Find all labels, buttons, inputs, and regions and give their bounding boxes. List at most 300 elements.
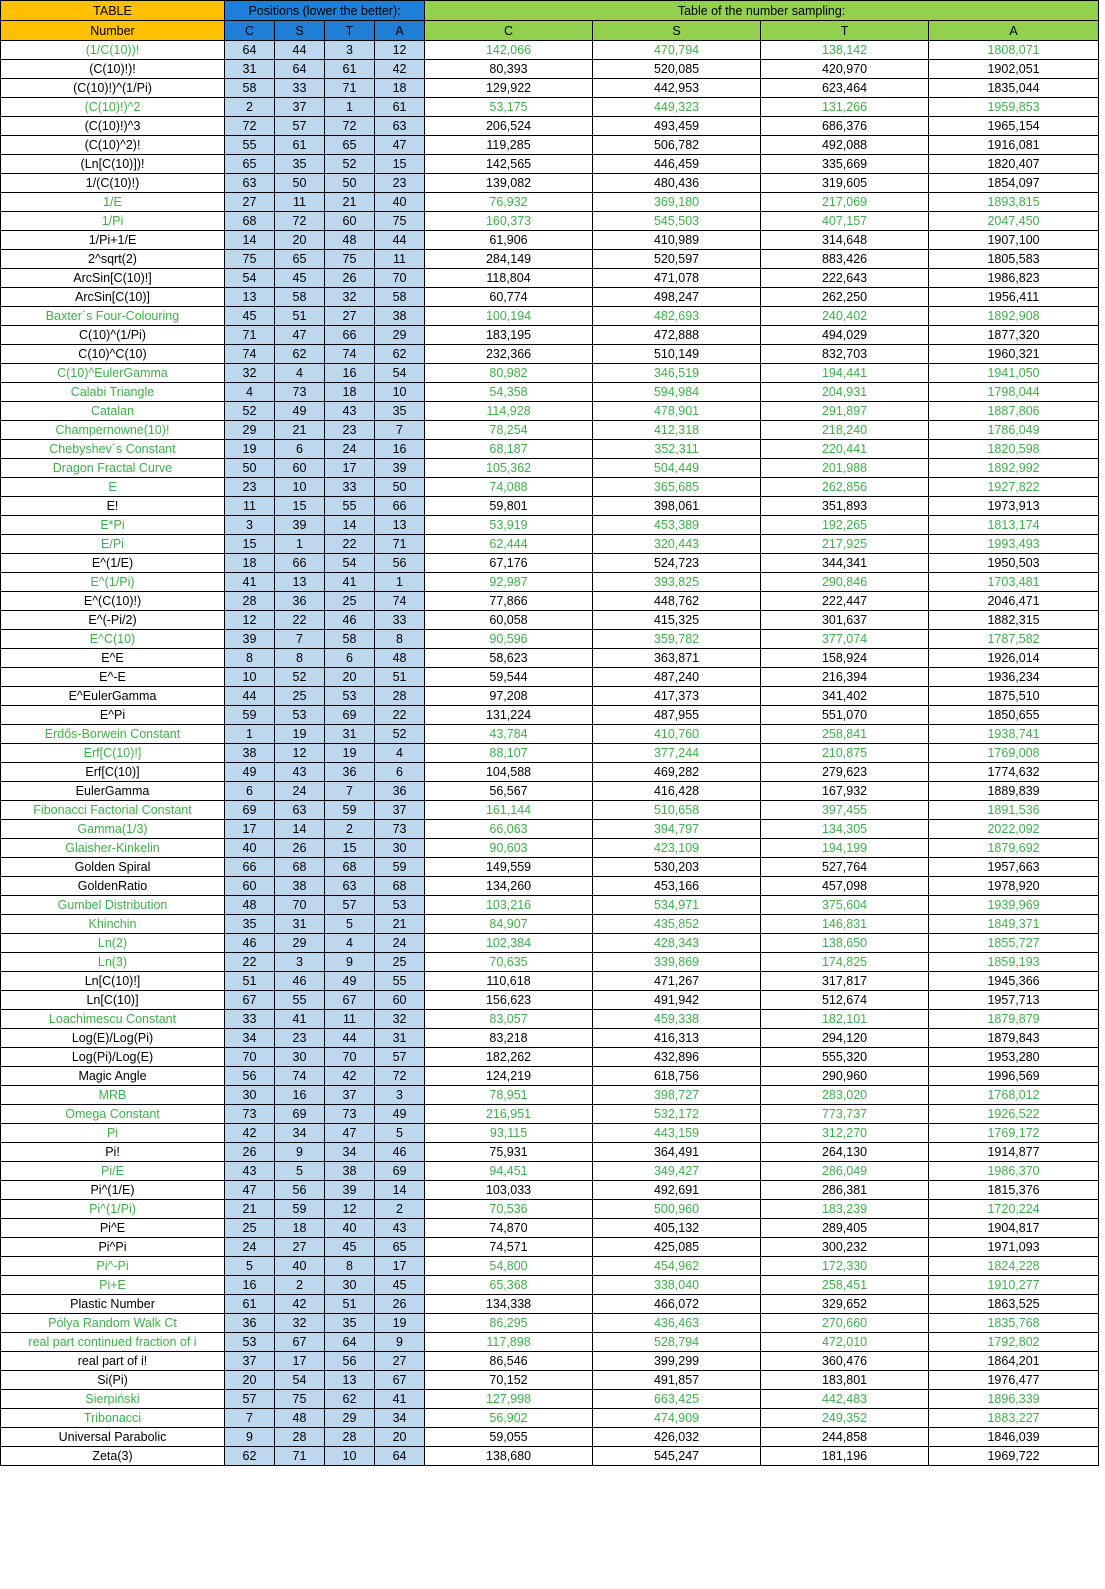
sampling-value-cell: 286,381 [761,1181,929,1200]
position-cell: 12 [275,744,325,763]
sampling-value-cell: 351,893 [761,497,929,516]
sampling-value-cell: 1941,050 [929,364,1099,383]
table-row [1,1200,1099,1219]
position-cell: 39 [325,1181,375,1200]
position-cell: 14 [275,820,325,839]
position-cell: 53 [375,896,425,915]
number-name-cell: Zeta(3) [1,1447,225,1466]
position-cell: 45 [325,1238,375,1257]
position-cell: 18 [275,1219,325,1238]
position-cell: 30 [225,1086,275,1105]
position-cell: 42 [275,1295,325,1314]
sampling-value-cell: 1769,172 [929,1124,1099,1143]
table-row [1,991,1099,1010]
sampling-value-cell: 1965,154 [929,117,1099,136]
position-cell: 11 [225,497,275,516]
table-row [1,972,1099,991]
position-cell: 36 [275,592,325,611]
sampling-value-cell: 1889,839 [929,782,1099,801]
sampling-value-cell: 161,144 [425,801,593,820]
position-cell: 12 [375,41,425,60]
sampling-value-cell: 1768,012 [929,1086,1099,1105]
sampling-value-cell: 344,341 [761,554,929,573]
sampling-value-cell: 61,906 [425,231,593,250]
table-row [1,41,1099,60]
position-cell: 7 [325,782,375,801]
sampling-value-cell: 218,240 [761,421,929,440]
position-cell: 44 [275,41,325,60]
sampling-value-cell: 532,172 [593,1105,761,1124]
sampling-value-cell: 244,858 [761,1428,929,1447]
header-pos-col: T [325,21,375,41]
sampling-value-cell: 58,623 [425,649,593,668]
sampling-value-cell: 524,723 [593,554,761,573]
position-cell: 3 [225,516,275,535]
sampling-value-cell: 359,782 [593,630,761,649]
sampling-value-cell: 375,604 [761,896,929,915]
position-cell: 10 [375,383,425,402]
position-cell: 5 [225,1257,275,1276]
position-cell: 41 [225,573,275,592]
position-cell: 73 [275,383,325,402]
sampling-value-cell: 216,394 [761,668,929,687]
sampling-value-cell: 104,588 [425,763,593,782]
sampling-value-cell: 423,109 [593,839,761,858]
sampling-value-cell: 118,804 [425,269,593,288]
sampling-value-cell: 1883,227 [929,1409,1099,1428]
sampling-value-cell: 174,825 [761,953,929,972]
sampling-value-cell: 138,142 [761,41,929,60]
sampling-value-cell: 407,157 [761,212,929,231]
position-cell: 34 [375,1409,425,1428]
sampling-value-cell: 492,691 [593,1181,761,1200]
position-cell: 65 [275,250,325,269]
position-cell: 62 [375,345,425,364]
number-name-cell: 2^sqrt(2) [1,250,225,269]
position-cell: 75 [275,1390,325,1409]
position-cell: 44 [375,231,425,250]
position-cell: 64 [375,1447,425,1466]
sampling-value-cell: 314,648 [761,231,929,250]
sampling-value-cell: 1960,321 [929,345,1099,364]
sampling-value-cell: 1875,510 [929,687,1099,706]
position-cell: 16 [325,364,375,383]
position-cell: 61 [375,98,425,117]
position-cell: 2 [375,1200,425,1219]
sampling-value-cell: 93,115 [425,1124,593,1143]
position-cell: 47 [325,1124,375,1143]
number-name-cell: Erf[C(10)!] [1,744,225,763]
position-cell: 46 [275,972,325,991]
position-cell: 71 [375,535,425,554]
sampling-value-cell: 416,313 [593,1029,761,1048]
header-val-col: C [425,21,593,41]
number-name-cell: (C(10)^2)! [1,136,225,155]
position-cell: 72 [325,117,375,136]
position-cell: 52 [275,668,325,687]
number-name-cell: Pi^(1/E) [1,1181,225,1200]
sampling-value-cell: 494,029 [761,326,929,345]
table-row [1,1143,1099,1162]
sampling-value-cell: 119,285 [425,136,593,155]
number-name-cell: Pi [1,1124,225,1143]
number-name-cell: Pi+E [1,1276,225,1295]
position-cell: 74 [275,1067,325,1086]
table-row [1,1238,1099,1257]
position-cell: 55 [375,972,425,991]
sampling-value-cell: 442,953 [593,79,761,98]
position-cell: 54 [325,554,375,573]
position-cell: 25 [275,687,325,706]
sampling-value-cell: 181,196 [761,1447,929,1466]
sampling-value-cell: 56,567 [425,782,593,801]
sampling-value-cell: 487,955 [593,706,761,725]
sampling-value-cell: 1945,366 [929,972,1099,991]
position-cell: 60 [225,877,275,896]
sampling-value-cell: 90,603 [425,839,593,858]
sampling-value-cell: 68,187 [425,440,593,459]
position-cell: 11 [375,250,425,269]
position-cell: 21 [225,1200,275,1219]
table-row [1,98,1099,117]
number-name-cell: Plastic Number [1,1295,225,1314]
sampling-value-cell: 453,389 [593,516,761,535]
sampling-value-cell: 339,869 [593,953,761,972]
position-cell: 57 [275,117,325,136]
position-cell: 53 [325,687,375,706]
sampling-value-cell: 183,801 [761,1371,929,1390]
sampling-value-cell: 397,455 [761,801,929,820]
number-name-cell: Chebyshev´s Constant [1,440,225,459]
position-cell: 38 [225,744,275,763]
sampling-value-cell: 534,971 [593,896,761,915]
table-row [1,1124,1099,1143]
position-cell: 7 [275,630,325,649]
sampling-value-cell: 527,764 [761,858,929,877]
number-name-cell: E [1,478,225,497]
table-row [1,1105,1099,1124]
table-row [1,288,1099,307]
sampling-value-cell: 1786,049 [929,421,1099,440]
position-cell: 9 [275,1143,325,1162]
position-cell: 24 [225,1238,275,1257]
sampling-value-cell: 453,166 [593,877,761,896]
number-name-cell: Ln[C(10)!] [1,972,225,991]
position-cell: 9 [325,953,375,972]
sampling-value-cell: 492,088 [761,136,929,155]
table-row [1,1048,1099,1067]
header-sampling-label: Table of the number sampling: [425,1,1099,21]
table-row [1,1219,1099,1238]
sampling-value-cell: 110,618 [425,972,593,991]
sampling-value-cell: 686,376 [761,117,929,136]
position-cell: 73 [225,1105,275,1124]
position-cell: 33 [325,478,375,497]
sampling-value-cell: 1926,014 [929,649,1099,668]
position-cell: 63 [375,117,425,136]
sampling-value-cell: 222,447 [761,592,929,611]
position-cell: 18 [225,554,275,573]
sampling-value-cell: 457,098 [761,877,929,896]
table-row [1,421,1099,440]
number-name-cell: E^E [1,649,225,668]
position-cell: 13 [225,288,275,307]
sampling-value-cell: 346,519 [593,364,761,383]
sampling-value-cell: 183,239 [761,1200,929,1219]
position-cell: 20 [325,668,375,687]
position-cell: 20 [275,231,325,250]
table-row [1,1333,1099,1352]
table-row [1,1086,1099,1105]
position-cell: 52 [325,155,375,174]
sampling-value-cell: 369,180 [593,193,761,212]
position-cell: 34 [325,1143,375,1162]
number-name-cell: 1/E [1,193,225,212]
sampling-value-cell: 426,032 [593,1428,761,1447]
sampling-value-cell: 59,801 [425,497,593,516]
number-name-cell: C(10)^C(10) [1,345,225,364]
position-cell: 3 [275,953,325,972]
sampling-value-cell: 1936,234 [929,668,1099,687]
number-name-cell: real part of i! [1,1352,225,1371]
sampling-value-cell: 88,107 [425,744,593,763]
sampling-value-cell: 363,871 [593,649,761,668]
position-cell: 53 [225,1333,275,1352]
table-row [1,535,1099,554]
position-cell: 2 [225,98,275,117]
position-cell: 61 [325,60,375,79]
position-cell: 8 [275,649,325,668]
number-name-cell: E! [1,497,225,516]
table-row [1,1029,1099,1048]
position-cell: 75 [225,250,275,269]
position-cell: 58 [375,288,425,307]
position-cell: 30 [375,839,425,858]
table-row [1,1162,1099,1181]
sampling-value-cell: 663,425 [593,1390,761,1409]
sampling-value-cell: 217,069 [761,193,929,212]
position-cell: 48 [375,649,425,668]
table-row [1,1295,1099,1314]
position-cell: 34 [275,1124,325,1143]
sampling-value-cell: 90,596 [425,630,593,649]
position-cell: 68 [225,212,275,231]
sampling-value-cell: 102,384 [425,934,593,953]
sampling-value-cell: 74,088 [425,478,593,497]
position-cell: 13 [325,1371,375,1390]
sampling-value-cell: 1973,913 [929,497,1099,516]
sampling-value-cell: 77,866 [425,592,593,611]
sampling-value-cell: 398,061 [593,497,761,516]
sampling-value-cell: 1938,741 [929,725,1099,744]
sampling-value-cell: 204,931 [761,383,929,402]
position-cell: 26 [275,839,325,858]
position-cell: 45 [275,269,325,288]
sampling-value-cell: 338,040 [593,1276,761,1295]
sampling-value-cell: 478,901 [593,402,761,421]
position-cell: 3 [325,41,375,60]
position-cell: 58 [325,630,375,649]
sampling-value-cell: 1879,879 [929,1010,1099,1029]
position-cell: 25 [375,953,425,972]
position-cell: 62 [225,1447,275,1466]
position-cell: 74 [325,345,375,364]
position-cell: 46 [375,1143,425,1162]
sampling-value-cell: 1978,920 [929,877,1099,896]
sampling-value-cell: 290,960 [761,1067,929,1086]
sampling-value-cell: 504,449 [593,459,761,478]
sampling-value-cell: 142,066 [425,41,593,60]
position-cell: 14 [225,231,275,250]
sampling-value-cell: 1926,522 [929,1105,1099,1124]
position-cell: 23 [275,1029,325,1048]
number-name-cell: Gumbel Distribution [1,896,225,915]
position-cell: 43 [275,763,325,782]
position-cell: 56 [375,554,425,573]
number-name-cell: Universal Parabolic [1,1428,225,1447]
sampling-value-cell: 103,033 [425,1181,593,1200]
sampling-value-cell: 286,049 [761,1162,929,1181]
sampling-value-cell: 117,898 [425,1333,593,1352]
position-cell: 39 [275,516,325,535]
position-cell: 9 [225,1428,275,1447]
sampling-value-cell: 217,925 [761,535,929,554]
sampling-value-cell: 75,931 [425,1143,593,1162]
position-cell: 10 [225,668,275,687]
number-name-cell: E^(1/E) [1,554,225,573]
number-name-cell: E^(1/Pi) [1,573,225,592]
position-cell: 51 [375,668,425,687]
table-row [1,915,1099,934]
sampling-value-cell: 100,194 [425,307,593,326]
position-cell: 41 [275,1010,325,1029]
position-cell: 67 [375,1371,425,1390]
position-cell: 27 [225,193,275,212]
position-cell: 60 [325,212,375,231]
position-cell: 1 [375,573,425,592]
position-cell: 9 [375,1333,425,1352]
sampling-value-cell: 1927,822 [929,478,1099,497]
number-name-cell: Baxter´s Four-Colouring [1,307,225,326]
position-cell: 55 [325,497,375,516]
sampling-value-cell: 415,325 [593,611,761,630]
sampling-value-cell: 138,680 [425,1447,593,1466]
sampling-value-cell: 416,428 [593,782,761,801]
position-cell: 21 [275,421,325,440]
number-name-cell: Pi^Pi [1,1238,225,1257]
sampling-value-cell: 264,130 [761,1143,929,1162]
position-cell: 38 [275,877,325,896]
sampling-value-cell: 2022,092 [929,820,1099,839]
table-row [1,1447,1099,1466]
sampling-value-cell: 53,919 [425,516,593,535]
sampling-value-cell: 428,343 [593,934,761,953]
number-name-cell: Erdős-Borwein Constant [1,725,225,744]
sampling-value-cell: 131,266 [761,98,929,117]
position-cell: 44 [225,687,275,706]
sampling-value-cell: 222,643 [761,269,929,288]
sampling-value-cell: 1891,536 [929,801,1099,820]
position-cell: 45 [375,1276,425,1295]
position-cell: 37 [375,801,425,820]
sampling-value-cell: 472,010 [761,1333,929,1352]
number-name-cell: E^Pi [1,706,225,725]
position-cell: 62 [275,345,325,364]
position-cell: 26 [325,269,375,288]
number-name-cell: (Ln[C(10)])! [1,155,225,174]
sampling-value-cell: 289,405 [761,1219,929,1238]
position-cell: 64 [225,41,275,60]
sampling-value-cell: 1820,407 [929,155,1099,174]
sampling-value-cell: 134,260 [425,877,593,896]
position-cell: 44 [325,1029,375,1048]
sampling-value-cell: 74,870 [425,1219,593,1238]
number-name-cell: EulerGamma [1,782,225,801]
position-cell: 22 [325,535,375,554]
position-cell: 15 [375,155,425,174]
position-cell: 72 [225,117,275,136]
sampling-value-cell: 435,852 [593,915,761,934]
sampling-value-cell: 1835,768 [929,1314,1099,1333]
sampling-value-cell: 216,951 [425,1105,593,1124]
number-name-cell: Ln(2) [1,934,225,953]
sampling-value-cell: 194,199 [761,839,929,858]
position-cell: 75 [325,250,375,269]
position-cell: 13 [375,516,425,535]
sampling-value-cell: 510,658 [593,801,761,820]
position-cell: 32 [225,364,275,383]
header-val-col: A [929,21,1099,41]
sampling-value-cell: 1971,093 [929,1238,1099,1257]
sampling-value-cell: 349,427 [593,1162,761,1181]
position-cell: 22 [225,953,275,972]
position-cell: 5 [375,1124,425,1143]
table-row [1,839,1099,858]
number-name-cell: Sierpiński [1,1390,225,1409]
position-cell: 38 [375,307,425,326]
position-cell: 49 [225,763,275,782]
position-cell: 55 [225,136,275,155]
number-name-cell: (1/C(10))! [1,41,225,60]
number-name-cell: (C(10)!)^(1/Pi) [1,79,225,98]
sampling-value-cell: 67,176 [425,554,593,573]
position-cell: 29 [325,1409,375,1428]
number-name-cell: real part continued fraction of i [1,1333,225,1352]
position-cell: 6 [325,649,375,668]
position-cell: 69 [275,1105,325,1124]
position-cell: 73 [375,820,425,839]
sampling-value-cell: 545,247 [593,1447,761,1466]
sampling-value-cell: 78,951 [425,1086,593,1105]
sampling-value-cell: 301,637 [761,611,929,630]
position-cell: 28 [375,687,425,706]
position-cell: 46 [225,934,275,953]
sampling-value-cell: 262,250 [761,288,929,307]
position-cell: 48 [275,1409,325,1428]
position-cell: 47 [275,326,325,345]
sampling-value-cell: 317,817 [761,972,929,991]
sampling-value-cell: 1882,315 [929,611,1099,630]
number-name-cell: Pi^-Pi [1,1257,225,1276]
sampling-value-cell: 1824,228 [929,1257,1099,1276]
position-cell: 39 [375,459,425,478]
sampling-value-cell: 1969,722 [929,1447,1099,1466]
position-cell: 19 [325,744,375,763]
number-name-cell: Fibonacci Factorial Constant [1,801,225,820]
table-row [1,155,1099,174]
sampling-value-cell: 443,159 [593,1124,761,1143]
position-cell: 33 [375,611,425,630]
